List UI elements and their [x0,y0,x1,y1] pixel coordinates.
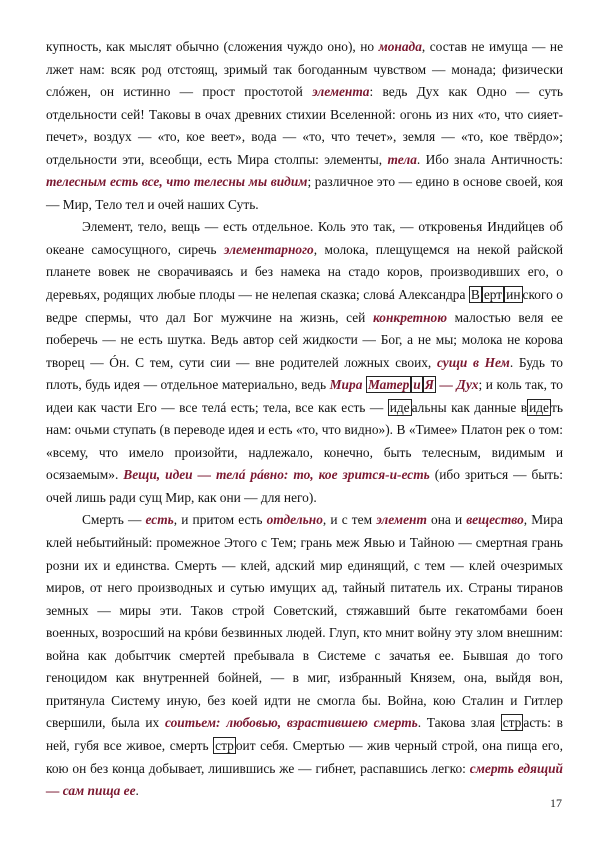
text-run: она и [426,512,467,528]
emphasis: элемент [376,512,427,528]
emphasis: тела [387,151,417,167]
emphasis: сущи в Нем [436,354,510,370]
emphasis: конкретною [373,309,447,325]
boxed-syllable: ерт [483,287,503,303]
text-run: . Ибо знала Античность: [416,151,564,167]
text-run: , Мира клей небытийный: промежное Этого с Тем; грань меж Явью и Тайною — смертная грань розни их и единства. Смерть — клей, адский мир единящий, с тем — клей очезримых миров, от него производных и сутью имущих ад, тайный питатель их. Страны тиранов земных — миры эти. Таков строй Советский, стяжавший быте гекатомбами боен военных, возросший на крóви безвинных людей. Глуп, кто мнит войну эту злом внешним: война как добытчик смертей пребывала в Системе с зачатья ее. Бывшая до того геноцидом как внутренней бойней, — в миг, избранный Князем, она, выйдя вон, притянула Систему иную, без коей идти не смогла бы. Война, кою Сталин и Гитлер свершили, была их [46,512,563,731]
text-run: Элемент, тело, вещь — есть отдельное. Коль это так, — откровенья Индийцев об океане самосущного, сиречь [46,219,563,257]
boxed-emphasis: Я [424,377,434,393]
boxed-syllable: ин [506,287,521,303]
emphasis: — Дух [435,377,479,393]
text-run: Смерть — [82,512,146,528]
paragraph-1 [46,36,563,216]
body-text [46,36,563,803]
text-run: . Будь то плоть, будь идея — отдельное материально, ведь [46,354,563,393]
page-number: 17 [550,796,562,810]
text-run: купность, как мыслят обычно (сложения чуждо оно), но [46,39,379,54]
text-run: , молока, плещущемся на некой райской планете вовек не сворачиваясь и без намека на стадо коров, производивших его, о деревьях, родящих любые плоды — не нелепая сказка; словá Александра [46,241,563,303]
emphasis: элементарного [223,241,314,257]
text-run: (ибо зриться — быть: очей лишь ради сущ Мир, как они — для него). [46,467,563,505]
paragraph-3 [46,509,563,802]
emphasis: Мира [329,377,366,393]
boxed-syllable: В [470,287,480,303]
text-run: ; и коль так, то идеи как части Его — все телá есть; тела, все как есть — [46,377,563,415]
emphasis: отдельно [266,512,323,528]
text-run: , состав не имуща — не лжет нам: всяк род отстоящ, зримый так богоданным чувством — монада; физически слóжен, он истинно — прост простотой [46,39,564,100]
emphasis: есть [145,512,174,528]
emphasis: соитьем: любовью, взрастившею смерть [164,715,418,731]
text-run: ть нам: очьми ступать (в переводе идея и есть «то, что видно»). В «Тимее» Платон рек о том: «всему, что имело произойти, надлежало, конечно, быть телесным, видимым и осязаемым». [46,399,563,483]
emphasis: монада [378,39,422,54]
text-run: асть: в ней, губя все живое, смерть [46,715,563,753]
text-run: , и притом есть [173,512,267,528]
paragraph-2 [46,216,563,509]
boxed-syllable: иде [529,399,550,415]
boxed-syllable: стр [215,737,234,753]
boxed-emphasis: Матер [367,377,410,393]
boxed-syllable: стр [502,715,522,731]
boxed-syllable: иде [389,399,410,415]
emphasis: телесным есть все, что телесны мы видим [46,174,308,190]
emphasis: смерть едящий — сам пища ее [46,760,563,799]
emphasis: Вещи, идеи — телá рáвно: то, кое зрится-и-есть [123,467,430,483]
text-run: , и с тем [322,512,377,528]
text-run: малостью веля ее поберечь — не есть шутка. Ведь автор сей жидкости — Бог, а не мы; молока не корова творец — Óн. С тем, сути сии — вне родителей ложных своих, [46,309,563,370]
text-run: . [135,783,139,799]
emphasis: вещество [466,512,524,528]
text-run: . Такова злая [417,715,501,731]
text-run: ; различное это — едино в основе своей, коя — Мир, Тело тел и очей наших Суть. [46,174,563,212]
text-run: альны как данные в [411,399,528,415]
emphasis: элемента [312,84,370,100]
text-run: ского о ведре спермы, что дал Бог мужчине на жизнь, сей [46,287,563,325]
text-run: оит себя. Смертью — жив черный строй, она пища его, кою он без конца добывает, лишившись же — гибнет, распавшись легко: [46,737,563,776]
boxed-emphasis: и [413,377,421,393]
text-run: : ведь Дух как Одно — суть отдельности сей! Таковы в очах древних стихии Вселенной: огонь из них «то, что сияет-печет», воздух — «то, кое веет», вода — «то, что течет», земля — «то, кое твёрдо»; отдельности эти, всеобщи, есть Мира столпы: элементы, [46,84,563,167]
